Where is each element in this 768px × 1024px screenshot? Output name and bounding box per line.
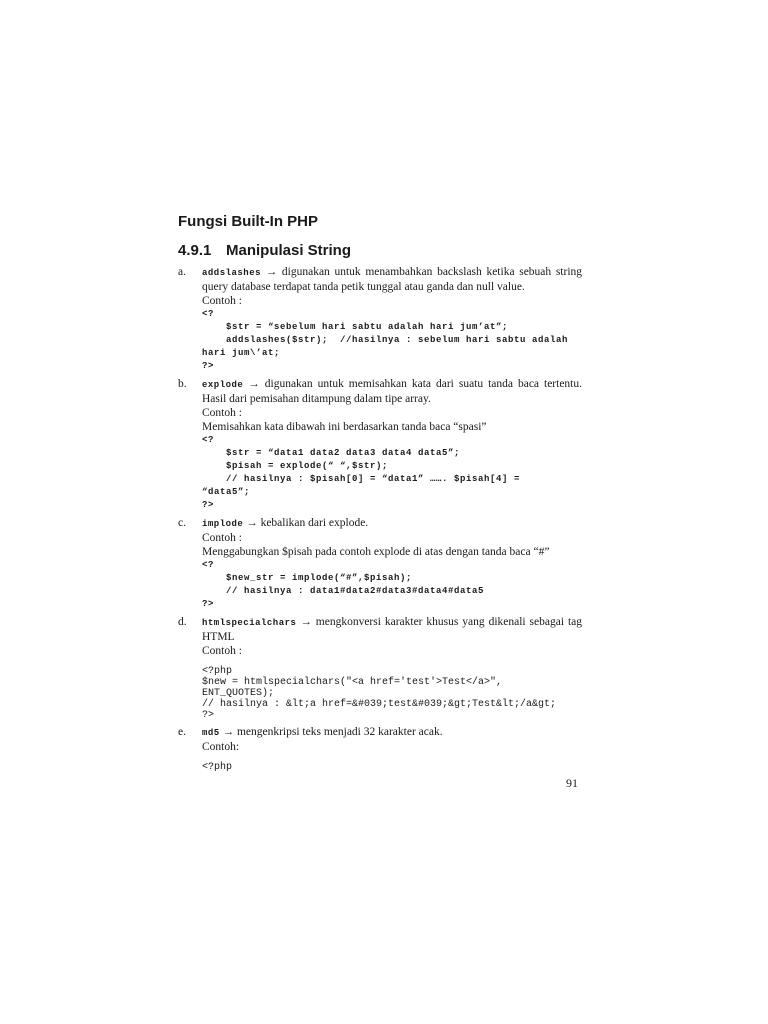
contoh-label: Contoh : [202,295,242,307]
code-line: ?> [202,361,215,371]
list-item-htmlspecialchars [178,615,582,721]
code-line: ?> [202,599,215,609]
example-note: Menggabungkan $pisah pada contoh explode di atas dengan tanda baca “#” [202,546,550,558]
item-marker: a. [178,266,186,278]
code-line: <?php [202,762,233,773]
section-number: 4.9.1 [178,242,212,259]
code-line: $pisah = explode(“ “,$str); [226,461,389,471]
example-note: Memisahkan kata dibawah ini berdasarkan tanda baca “spasi” [202,421,487,433]
chapter-heading: Fungsi Built-In PHP [178,213,318,230]
code-line: <? [202,309,215,319]
function-name: explode [202,380,244,390]
function-name: htmlspecialchars [202,618,297,628]
code-line: $str = “sebelum hari sabtu adalah hari jum’at”; [226,322,509,332]
item-description: addslashes → digunakan untuk menambahkan backslash ketika sebuah string query database terdapat tanda petik tunggal atau ganda dan null value. [202,266,583,293]
document-page [178,212,582,777]
code-line: $new_str = implode(“#”,$pisah); [226,573,413,583]
code-line: “data5”; [202,487,251,497]
code-line: <?php [202,666,233,677]
function-name: implode [202,519,244,529]
list-item-implode [178,516,582,611]
contoh-label: Contoh : [202,407,242,419]
arrow-icon: → [246,517,258,529]
item-marker: c. [178,517,186,529]
function-name: addslashes [202,268,262,278]
code-line: <? [202,435,215,445]
contoh-label: Contoh : [202,532,242,544]
code-line: $new = htmlspecialchars("<a href='test'>Test</a>", [202,677,503,688]
contoh-label: Contoh: [202,741,240,753]
item-marker: d. [178,616,187,628]
item-marker: e. [178,726,186,738]
code-line: addslashes($str); //hasilnya : sebelum hari sabtu adalah [226,335,569,345]
arrow-icon: → [248,378,260,390]
code-line: // hasilnya : data1#data2#data3#data4#data5 [226,586,485,596]
code-line: ?> [202,710,215,721]
arrow-icon: → [222,726,235,738]
item-marker: b. [178,378,187,390]
item-description: explode → digunakan untuk memisahkan kata dari suatu tanda baca tertentu. Hasil dari pemisahan ditampung dalam tipe array. [202,378,582,405]
section-title: Manipulasi String [226,242,352,259]
code-line: <? [202,560,215,570]
item-description: implode → kebalikan dari explode. [202,517,369,529]
code-line: // hasilnya : &lt;a href=&#039;test&#039;&gt;Test&lt;/a&gt; [202,699,557,710]
list-item-explode [178,377,582,512]
contoh-label: Contoh : [202,645,242,657]
list-item-addslashes [178,265,582,373]
section-heading [178,241,582,261]
item-description: md5 → mengenkripsi teks menjadi 32 karakter acak. [202,726,443,738]
code-line: // hasilnya : $pisah[0] = “data1” ……. $pisah[4] = [226,474,521,484]
item-description: htmlspecialchars → mengkonversi karakter khusus yang dikenali sebagai tag HTML [202,616,582,643]
code-line: hari jum\’at; [202,348,281,358]
code-line: $str = “data1 data2 data3 data4 data5”; [226,448,461,458]
arrow-icon: → [300,616,312,628]
page-number: 91 [566,776,578,790]
arrow-icon: → [265,266,278,278]
code-line: ?> [202,500,215,510]
code-line: ENT_QUOTES); [202,688,275,699]
list-item-md5 [178,725,582,773]
function-name: md5 [202,728,220,738]
